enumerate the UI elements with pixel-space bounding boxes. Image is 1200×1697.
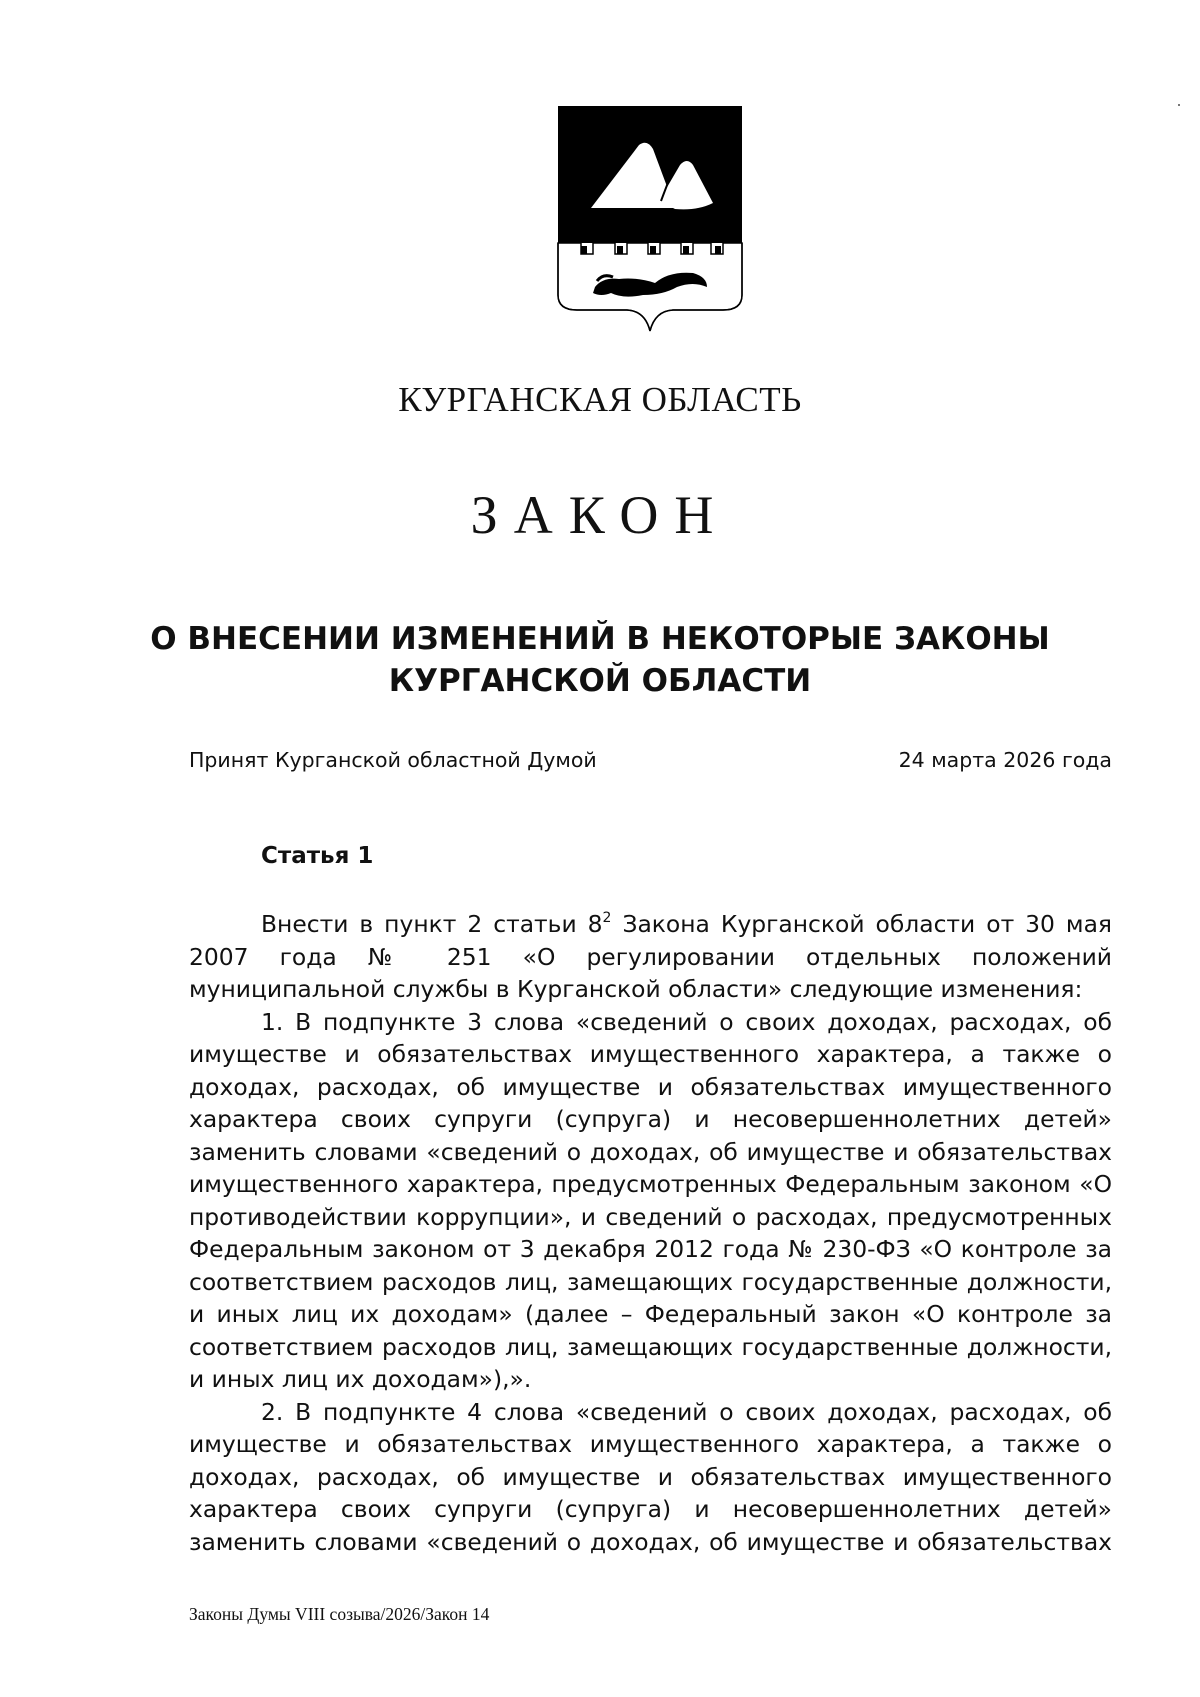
intro-text-start: Внести в пункт 2 статьи 8 [261, 910, 603, 938]
article-intro-paragraph [189, 908, 1112, 1006]
item-1-paragraph: 1. В подпункте 3 слова «сведений о своих доходах, расходах, об имуществе и обязательствах имущественного характера, а также о доходах, расходах, об имуществе и обязательствах имущественного характера своих супруги (супруга) и несовершеннолетних детей» заменить словами «сведений о доходах, об имуществе и обязательствах имущественного характера, предусмотренных Федеральным законом «О противодействии коррупции», и сведений о расходах, предусмотренных Федеральным законом от 3 декабря 2012 года № 230-ФЗ «О контроле за соответствием расходов лиц, замещающих государственные должности, и иных лиц их доходам» (далее – Федеральный закон «О контроле за соответствием расходов лиц, замещающих государственные должности, и иных лиц их доходам»),». [189, 1007, 1112, 1393]
intro-text-end: Закона Курганской области от 30 мая 2007 года № 251 «О регулировании отдельных положений муниципальной службы в Курганской области» следующие изменения: [189, 910, 1112, 1003]
item-2-paragraph: 2. В подпункте 4 слова «сведений о своих доходах, расходах, об имуществе и обязательствах имущественного характера, а также о доходах, расходах, об имуществе и обязательствах имущественного характера своих супруги (супруга) и несовершеннолетних детей» заменить словами «сведений о доходах, об имуществе и обязательствах [189, 1397, 1112, 1556]
law-subject-line-2: КУРГАНСКОЙ ОБЛАСТИ [388, 663, 812, 699]
adoption-date: 24 марта 2026 года [898, 748, 1112, 772]
footer-reference: Законы Думы VIII созыва/2026/Закон 14 [189, 1604, 490, 1624]
article-body [189, 908, 1112, 1558]
adopted-by: Принят Курганской областной Думой [189, 748, 597, 772]
region-title: КУРГАНСКАЯ ОБЛАСТЬ [398, 380, 802, 419]
document-type-title: ЗАКОН [470, 485, 730, 545]
coat-of-arms-emblem [557, 105, 743, 337]
law-subject [0, 618, 1200, 702]
article-number-superscript: 2 [602, 910, 612, 926]
scan-speck [1178, 104, 1180, 106]
law-subject-line-1: О ВНЕСЕНИИ ИЗМЕНЕНИЙ В НЕКОТОРЫЕ ЗАКОНЫ [150, 621, 1050, 657]
article-heading: Статья 1 [261, 843, 374, 869]
